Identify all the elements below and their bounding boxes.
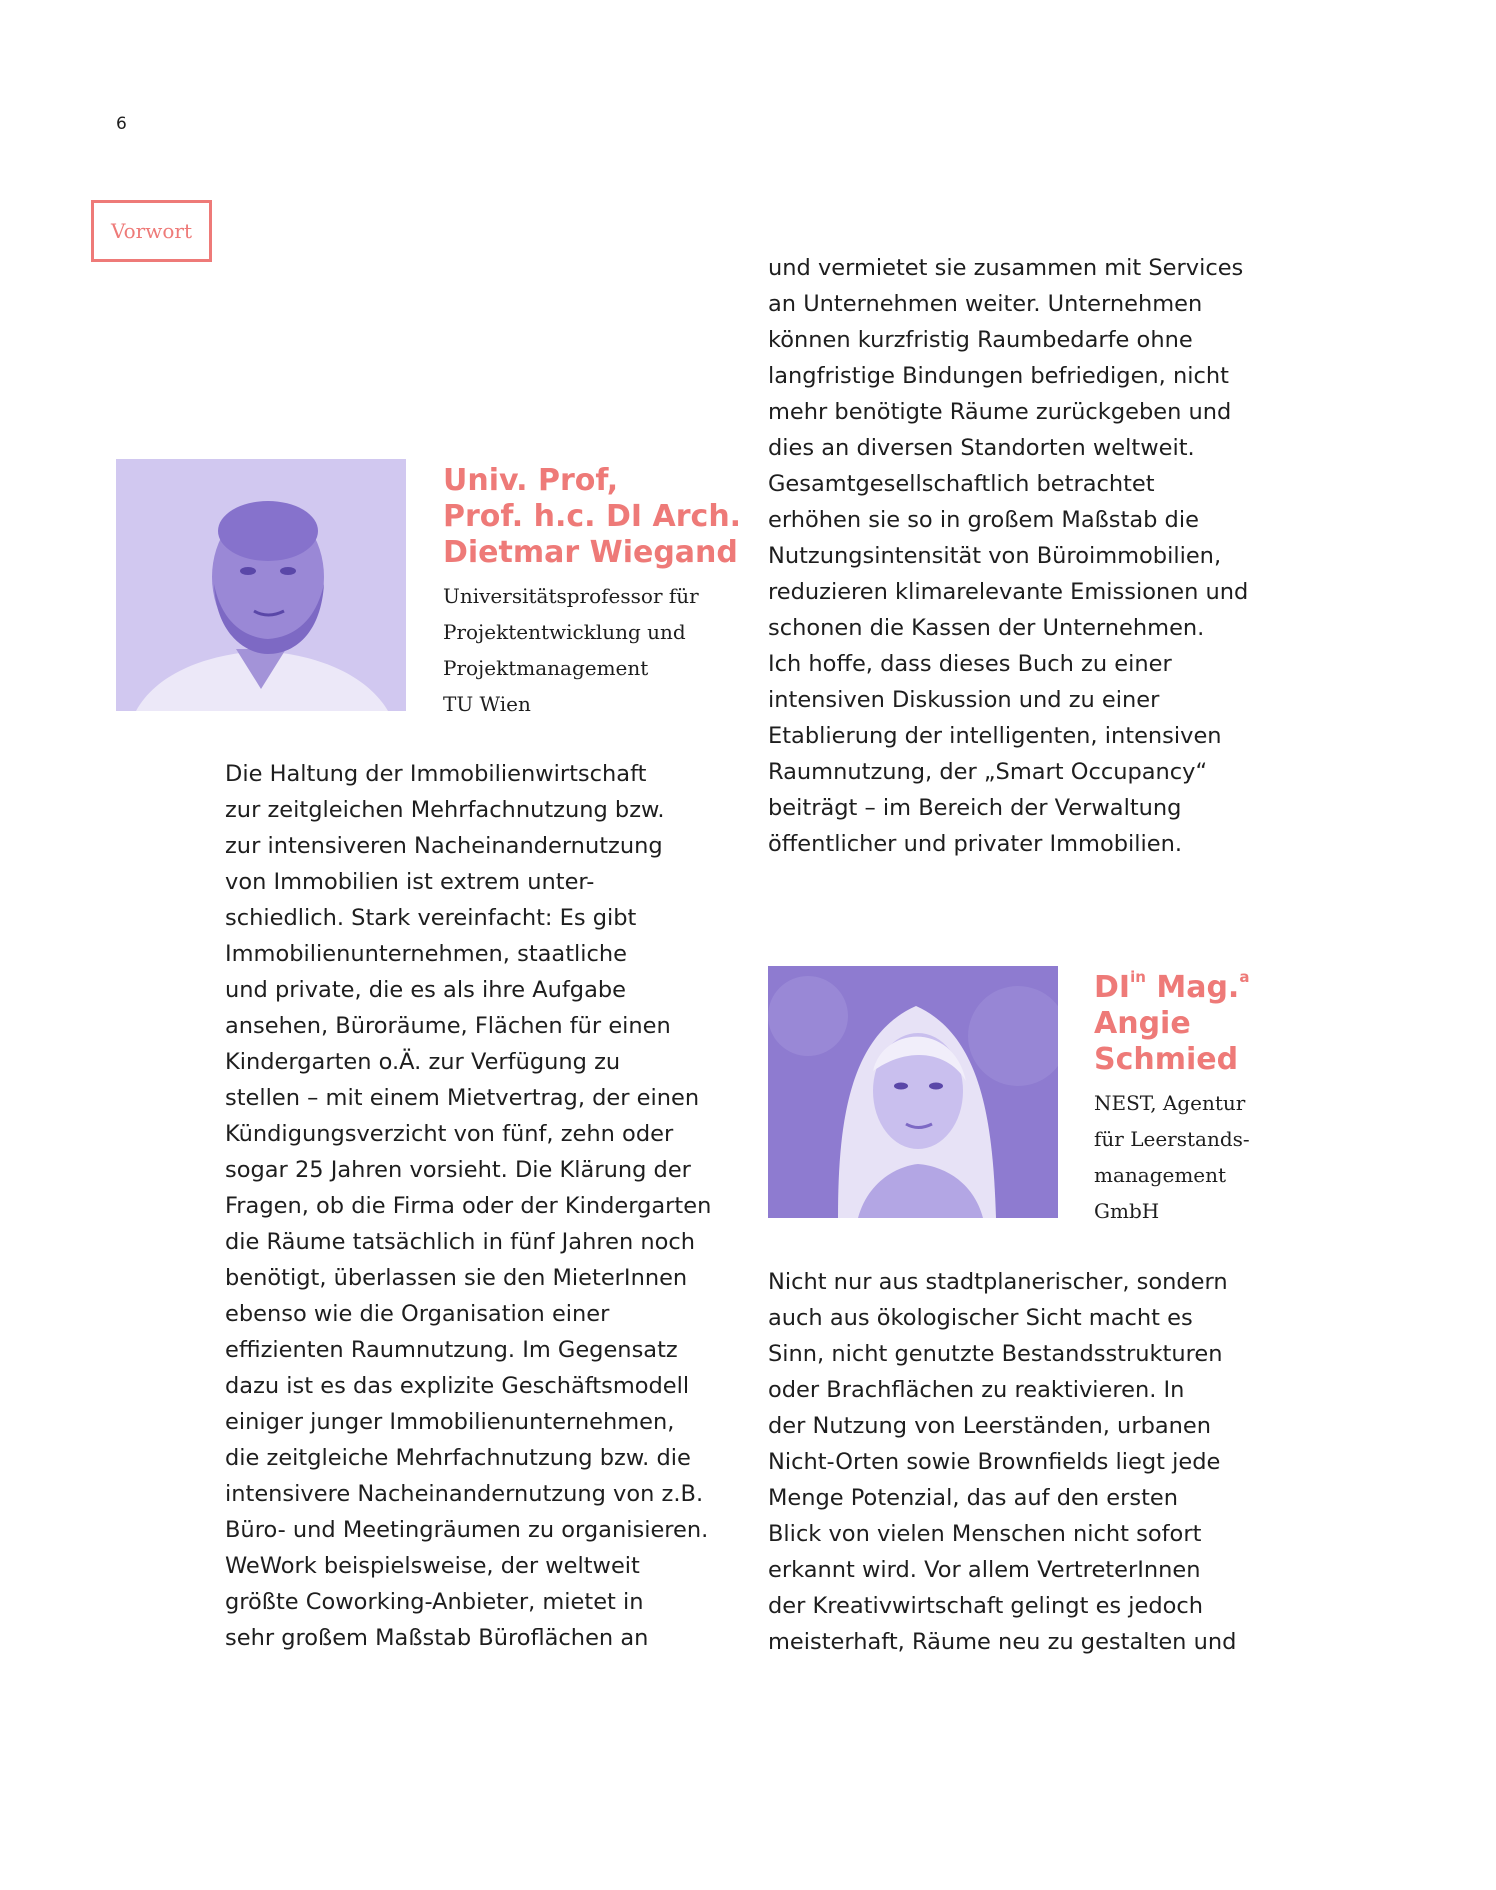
- body-text-left-column: Die Haltung der Immobilienwirtschaft zur zeitgleichen Mehrfachnutzung bzw. zur intensiveren Nacheinandernutzung von Immobilien ist extrem unter- schiedlich. Stark vereinfacht: Es gibt Immobilienunternehmen, staatliche und private, die es als ihre Aufgabe ansehen, Büroräume, Flächen für einen Kindergarten o.Ä. zur Verfügung zu stellen – mit einem Mietvertrag, der einen Kündigungsverzicht von fünf, zehn oder sogar 25 Jahren vorsieht. Die Klärung der Fragen, ob die Firma oder der Kindergarten die Räume tatsächlich in fünf Jahren noch benötigt, überlassen sie den MieterInnen ebenso wie die Organisation einer effizienten Raumnutzung. Im Gegensatz dazu ist es das explizite Geschäftsmodell einiger junger Immobilienunternehmen, die zeitgleiche Mehrfachnutzung bzw. die intensivere Nacheinandernutzung von z.B. Büro- und Meetingräumen zu organisieren. WeWork beispielsweise, der weltweit größte Coworking-Anbieter, mietet in sehr großem Maßstab Büroflächen an: [225, 761, 712, 1651]
- author1-role-line: Projektentwicklung und: [443, 620, 686, 644]
- author2-name-line: $DI^{in}$ Mag.$^a$: [1094, 968, 1250, 1005]
- author2-name-line: Schmied: [1094, 1042, 1239, 1077]
- author2-name-line: Angie: [1094, 1006, 1191, 1041]
- author2-role-line: für Leerstands-: [1094, 1127, 1250, 1151]
- author1-name-line: Univ. Prof,: [443, 463, 619, 498]
- author1-role-line: Projektmanagement: [443, 656, 649, 680]
- page-number: 6: [116, 114, 127, 134]
- author1-role: [443, 578, 699, 722]
- body-text-right-column-bottom: Nicht nur aus stadtplanerischer, sondern auch aus ökologischer Sicht macht es Sinn, nicht genutzte Bestandsstrukturen oder Brachflächen zu reaktivieren. In der Nutzung von Leerständen, urbanen Nicht-Orten sowie Brownfields liegt jede Menge Potenzial, das auf den ersten Blick von vielen Menschen nicht sofort erkannt wird. Vor allem VertreterInnen der Kreativwirtschaft gelingt es jedoch meisterhaft, Räume neu zu gestalten und: [768, 1269, 1237, 1655]
- author2-role: [1094, 1085, 1250, 1229]
- section-label: Vorwort: [111, 219, 192, 243]
- author2-role-line: NEST, Agentur: [1094, 1091, 1246, 1115]
- author1-name-line: Dietmar Wiegand: [443, 535, 738, 570]
- author1-name: [443, 463, 741, 571]
- portrait-photo-angie-schmied: [768, 966, 1058, 1218]
- author2-role-line: GmbH: [1094, 1199, 1160, 1223]
- section-label-box: [91, 200, 212, 262]
- body-text-right-column-top: und vermietet sie zusammen mit Services an Unternehmen weiter. Unternehmen können kurzfristig Raumbedarfe ohne langfristige Bindungen befriedigen, nicht mehr benötigte Räume zurückgeben und dies an diversen Standorten weltweit. Gesamtgesellschaftlich betrachtet erhöhen sie so in großem Maßstab die Nutzungsintensität von Büroimmobilien, reduzieren klimarelevante Emissionen und schonen die Kassen der Unternehmen. Ich hoffe, dass dieses Buch zu einer intensiven Diskussion und zu einer Etablierung der intelligenten, intensiven Raumnutzung, der „Smart Occupancy“ beiträgt – im Bereich der Verwaltung öffentlicher und privater Immobilien.: [768, 255, 1249, 857]
- author1-name-line: Prof. h.c. DI Arch.: [443, 499, 742, 534]
- author2-name: [1094, 970, 1249, 1078]
- author1-role-line: TU Wien: [443, 692, 531, 716]
- author1-role-line: Universitätsprofessor für: [443, 584, 699, 608]
- author2-role-line: management: [1094, 1163, 1227, 1187]
- portrait-photo-dietmar-wiegand: [116, 459, 406, 711]
